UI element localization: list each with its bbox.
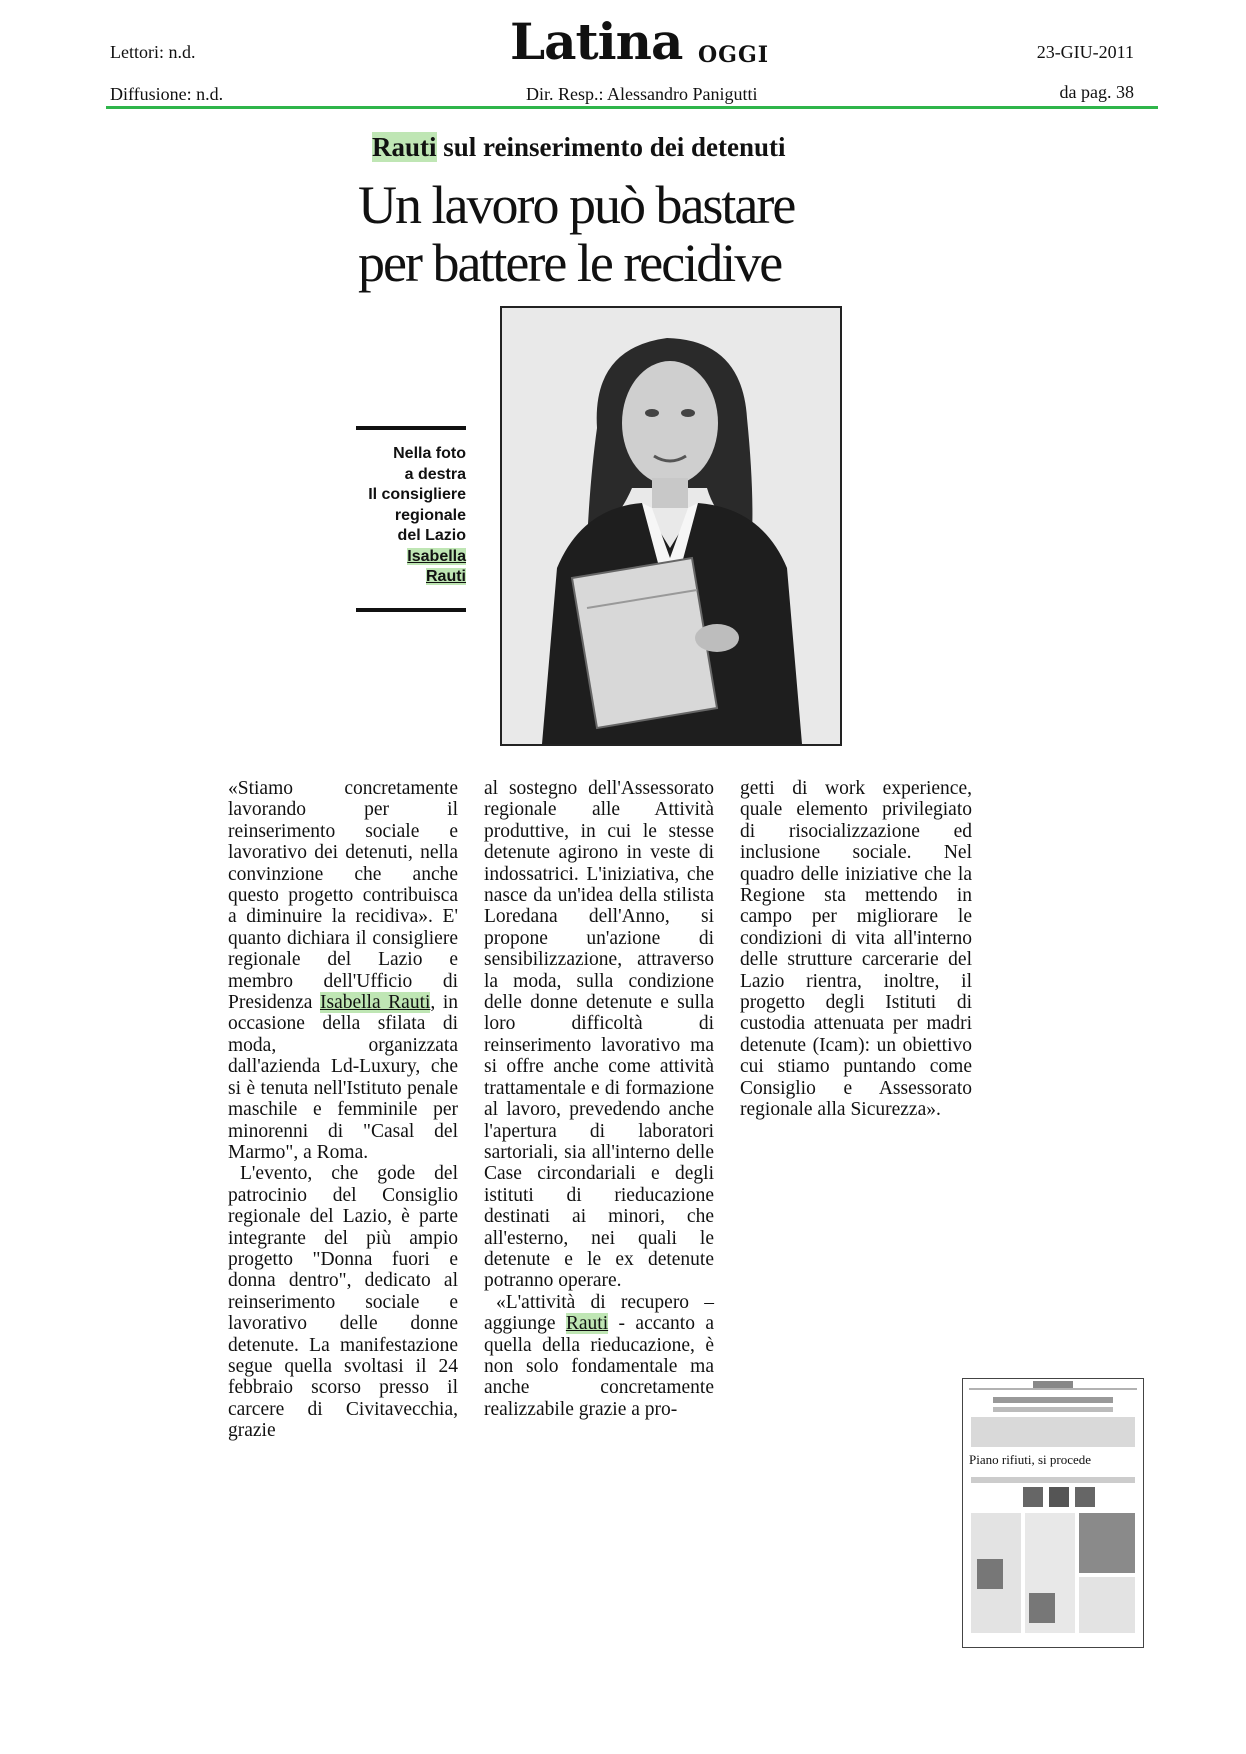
caption-line: regionale bbox=[394, 506, 466, 524]
caption-name-line bbox=[330, 547, 466, 568]
woman-portrait-photo bbox=[500, 306, 842, 746]
headline-line-2: per battere le recidive bbox=[358, 233, 782, 293]
article-column-2 bbox=[484, 778, 714, 1420]
caption-rule-top bbox=[356, 426, 466, 430]
direttore-label: Dir. Resp.: Alessandro Panigutti bbox=[526, 84, 758, 104]
thumbnail-drawing bbox=[963, 1379, 1143, 1647]
caption-name-first: Isabella bbox=[407, 547, 466, 565]
caption-line: Nella foto bbox=[393, 445, 466, 462]
lettori-label: Lettori: n.d. bbox=[110, 42, 196, 62]
column-1-paragraph-2: L'evento, che gode del patrocinio del Consiglio regionale del Lazio, è parte integrante del più ampio progetto "Donna fuori e donna dentro", dedicato al reinserimento sociale e lavorativo delle donne detenute. La manifestazione segue quella svoltasi il 24 febbraio scorso presso il carcere di Civitavecchia, grazie bbox=[228, 1163, 458, 1442]
caption-line: del Lazio bbox=[397, 527, 466, 544]
name-highlight: Rauti bbox=[565, 1313, 609, 1335]
caption-line: a destra bbox=[404, 465, 466, 483]
caption-rule-bottom bbox=[356, 608, 466, 612]
column-1-paragraph-1 bbox=[228, 778, 458, 1163]
caption-name-last: Rauti bbox=[426, 568, 466, 585]
masthead-sub: OGGI bbox=[698, 42, 770, 68]
page-thumbnail bbox=[962, 1378, 1144, 1648]
kicker-rest: sul reinserimento dei detenuti bbox=[436, 132, 786, 162]
article-column-1 bbox=[228, 778, 458, 1442]
headline-line-1: Un lavoro può bastare bbox=[358, 175, 795, 235]
text-run: «L'attività di recupero – aggiunge bbox=[484, 1291, 714, 1335]
column-3-paragraph-1: getti di work experience, quale elemento privilegiato di risocializzazione ed inclusione sociale. Nel quadro delle iniziative che la Regione sta mettendo in campo per migliorare le condizioni di vita all'interno delle strutture carcerarie del Lazio rientra, inoltre, il progetto degli Istituti di custodia attenuata per madri detenute (Icam): un obiettivo cui stiamo puntando come Consiglio e Assessorato regionale alla Sicurezza». bbox=[740, 778, 972, 1121]
header-divider bbox=[106, 106, 1158, 109]
caption-name-line bbox=[330, 567, 466, 588]
kicker-name-highlight: Rauti bbox=[372, 132, 437, 162]
caption-line: Il consigliere bbox=[368, 486, 466, 503]
article-headline bbox=[358, 176, 858, 292]
column-2-paragraph-1: al sostegno dell'Assessorato regionale alle Attività produttive, in cui le stesse detenute agirono in veste di indossatrici. L'iniziativa, che nasce da un'idea della stilista Loredana dell'Anno, si propone un'azione di sensibilizzazione, attraverso la moda, sulla condizione delle donne detenute e sulla loro difficoltà di reinserimento lavorativo ma si offre anche come attività trattamentale e di formazione al lavoro, prevedendo anche l'apertura di laboratori sartoriali, sia all'interno delle Case circondariali e degli istituti di rieducazione destinati ai minori, che all'esterno, nei quali le detenute e le ex detenute potranno operare. bbox=[484, 778, 714, 1292]
thumbnail-title: Piano rifiuti, si procede bbox=[969, 1452, 1092, 1467]
masthead-main: Latina bbox=[510, 12, 683, 71]
diffusione-label: Diffusione: n.d. bbox=[110, 84, 224, 104]
page-reference: da pag. 38 bbox=[1059, 82, 1134, 102]
portrait-illustration bbox=[502, 308, 840, 744]
column-2-paragraph-2 bbox=[484, 1292, 714, 1420]
publication-date: 23-GIU-2011 bbox=[1036, 42, 1134, 62]
article-column-3 bbox=[740, 778, 972, 1121]
masthead-logo bbox=[500, 12, 800, 72]
photo-caption bbox=[330, 444, 466, 588]
text-run: «Stiamo concretamente lavorando per il reinserimento sociale e lavorativo dei detenuti, nella convinzione che anche questo progetto contribuisca a diminuire la recidiva». E' quanto dichiara il consigliere regionale del Lazio e membro dell'Ufficio di Presidenza bbox=[228, 778, 458, 1014]
article-kicker bbox=[372, 132, 786, 163]
text-run: , in occasione della sfilata di moda, organizzata dall'azienda Ld-Luxury, che si è tenuta nell'Istituto penale maschile e femminile per minorenni di "Casal del Marmo", a Roma. bbox=[228, 992, 458, 1163]
text-run: - accanto a quella della rieducazione, è non solo fondamentale ma anche concretamente realizzabile grazie a pro- bbox=[484, 1313, 714, 1420]
name-highlight: Isabella Rauti bbox=[320, 992, 431, 1014]
